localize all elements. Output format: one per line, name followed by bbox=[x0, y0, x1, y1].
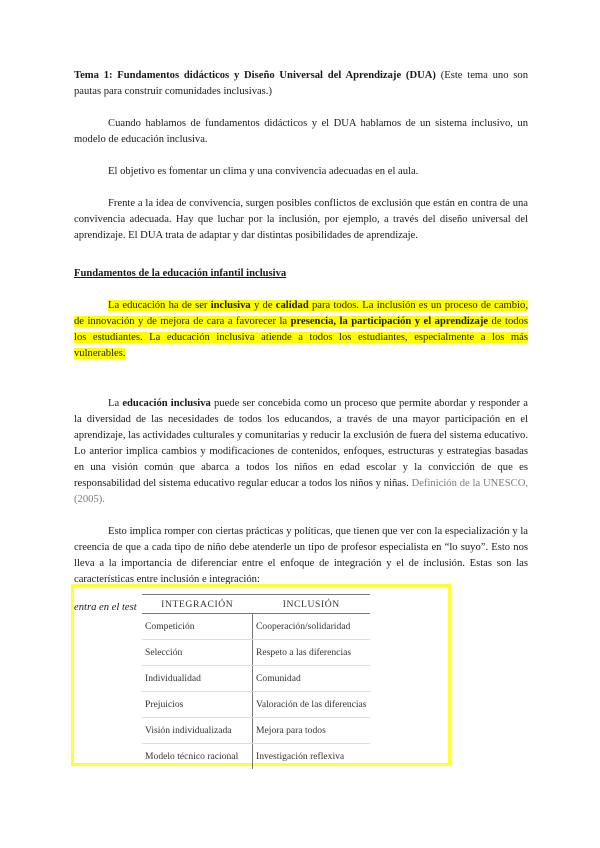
cell-integracion: Visión individualizada bbox=[142, 718, 253, 744]
hl-bold-3: presencia, la participación y el aprendizaje bbox=[290, 316, 489, 327]
hl-text-4: de todos los estudiantes. La educación inclusiva atiende a todos los estudiantes, especialmente a los más vulnerables. bbox=[74, 316, 528, 359]
test-note: entra en el test bbox=[74, 602, 137, 613]
cell-inclusion: Investigación reflexiva bbox=[256, 751, 345, 762]
cell-inclusion: Comunidad bbox=[253, 666, 371, 692]
comparison-table-frame bbox=[71, 584, 451, 766]
cell-inclusion: Respeto a las diferencias bbox=[253, 640, 371, 666]
header-integracion: INTEGRACIÓN bbox=[142, 595, 253, 614]
hl-text-1: La educación ha de ser bbox=[108, 300, 211, 311]
table-header-row bbox=[142, 595, 370, 614]
intro-paragraph-1: Cuando hablamos de fundamentos didácticos y el DUA hablamos de un sistema inclusivo, un modelo de educación inclusiva. bbox=[74, 118, 528, 145]
cell-inclusion: Mejora para todos bbox=[253, 718, 371, 744]
doc-title-bold: Tema 1: Fundamentos didácticos y Diseño Universal del Aprendizaje (DUA) bbox=[74, 70, 436, 81]
def-bold-1: educación inclusiva bbox=[122, 398, 211, 409]
table-row bbox=[142, 640, 370, 666]
table-row bbox=[142, 744, 370, 770]
cell-integracion: Individualidad bbox=[142, 666, 253, 692]
cell-integracion: Competición bbox=[142, 614, 253, 640]
hl-text-2: y de bbox=[250, 300, 276, 311]
def-text-2: puede ser concebida como un proceso que permite abordar y responder a la diversidad de las necesidades de todos los educandos, a través de una mayor participación en el aprendizaje, las actividades culturales y comunitarias y reducir la exclusión de fuera del sistema educativo. Lo anterior implica cambios y modificaciones de contenidos, enfoques, estructuras y estrategias basadas en una visión común que abarca a todos los niños en edad escolar y la convicción de que es responsabilidad del sistema educativo regular educar a todos los niños y niñas. bbox=[74, 398, 529, 489]
document-page bbox=[74, 68, 528, 616]
implication-paragraph: Esto implica romper con ciertas prácticas y políticas, que tienen que ver con la especialización y la creencia de que a cada tipo de niño debe atenderle un tipo de profesor especialista en “lo suyo”. Esto nos lleva a la importancia de diferenciar entre el enfoque de integración y el de inclusión. Estas son las características entre inclusión e integración: bbox=[74, 526, 528, 585]
hl-bold-2: calidad bbox=[275, 300, 309, 311]
intro-paragraph-3: Frente a la idea de convivencia, surgen posibles conflictos de exclusión que están en contra de una convivencia adecuada. Hay que luchar por la inclusión, por ejemplo, a través del diseño universal del aprendizaje. El DUA trata de adaptar y dar distintas posibilidades de aprendizaje. bbox=[74, 198, 528, 241]
header-inclusion: INCLUSIÓN bbox=[253, 595, 371, 614]
def-source: Definición de la UNESCO, (2005). bbox=[74, 478, 528, 505]
comparison-table bbox=[142, 594, 370, 769]
doc-title bbox=[74, 68, 528, 100]
section-title: Fundamentos de la educación infantil inclusiva bbox=[74, 268, 287, 279]
def-text-1: La bbox=[108, 398, 123, 409]
cell-integracion: Modelo técnico racional bbox=[142, 744, 253, 770]
intro-paragraph-2: El objetivo es fomentar un clima y una convivencia adecuadas en el aula. bbox=[108, 166, 419, 177]
highlighted-paragraph bbox=[74, 298, 528, 362]
cell-integracion: Prejuicios bbox=[142, 692, 253, 718]
table-row bbox=[142, 666, 370, 692]
cell-inclusion: Valoración de las diferencias bbox=[253, 692, 371, 718]
hl-bold-1: inclusiva bbox=[210, 300, 251, 311]
cell-inclusion: Cooperación/solidaridad bbox=[253, 614, 371, 640]
hl-text-3: para todos. La inclusión es un proceso de cambio, de innovación y de mejora de cara a favorecer la bbox=[74, 300, 528, 327]
definition-paragraph bbox=[74, 396, 528, 508]
doc-title-rest: (Este tema uno son pautas para construir comunidades inclusivas.) bbox=[74, 70, 529, 97]
table-row bbox=[142, 718, 370, 744]
cell-integracion: Selección bbox=[142, 640, 253, 666]
table-row bbox=[142, 692, 370, 718]
table-row bbox=[142, 614, 370, 640]
